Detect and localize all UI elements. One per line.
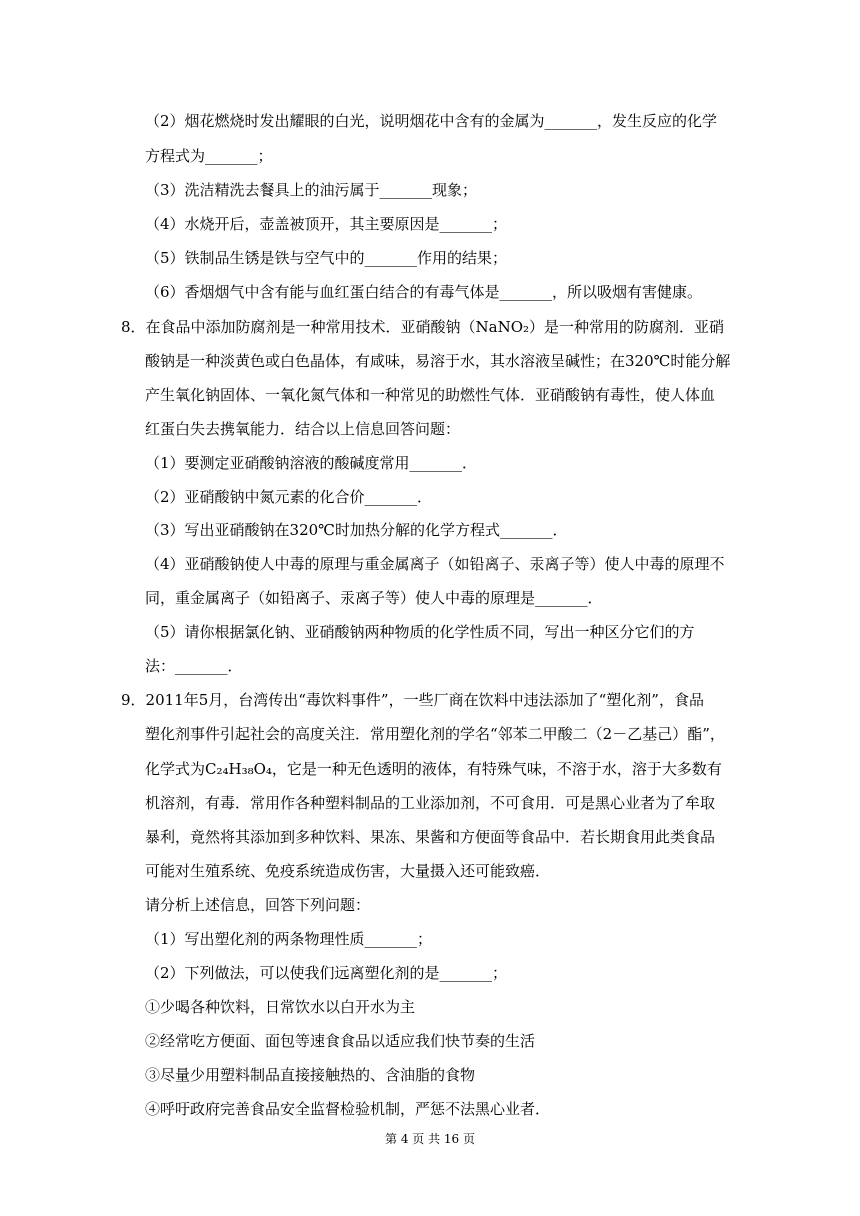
text-line: 产生氧化钠固体、一氧化氮气体和一种常见的助燃性气体．亚硝酸钠有毒性，使人体血 [145, 386, 716, 404]
text-line: 机溶剂，有毒．常用作各种塑料制品的工业添加剂，不可食用．可是黑心业者为了牟取 [145, 794, 716, 812]
text-line: 请分析上述信息，回答下列问题： [145, 896, 371, 914]
option-line: ④呼吁政府完善食品安全监督检验机制，严惩不法黑心业者． [145, 1100, 551, 1118]
option-line: ③尽量少用塑料制品直接接触热的、含油脂的食物 [145, 1066, 476, 1084]
question-8-line: 8．在食品中添加防腐剂是一种常用技术．亚硝酸钠（NaNO₂）是一种常用的防腐剂．亚硝 [121, 318, 725, 336]
text-line: 塑化剂事件引起社会的高度关注．常用塑化剂的学名“邻苯二甲酸二（2－乙基己）酯”， [145, 725, 725, 743]
text-line: 红蛋白失去携氧能力．结合以上信息回答问题： [145, 420, 461, 438]
text-line: （2）下列做法，可以使我们远离塑化剂的是_______； [145, 964, 508, 982]
page-footer: 第 4 页 共 16 页 [385, 1132, 475, 1146]
text-line: （6）香烟烟气中含有能与血红蛋白结合的有毒气体是_______，所以吸烟有害健康。 [145, 283, 703, 301]
text-line: 方程式为_______； [145, 147, 273, 165]
text-line: （1）要测定亚硝酸钠溶液的酸碱度常用_______． [145, 454, 478, 472]
text-line: （5）请你根据氯化钠、亚硝酸钠两种物质的化学性质不同，写出一种区分它们的方 [145, 623, 695, 641]
text-line: （4）水烧开后，壶盖被顶开，其主要原因是_______； [145, 215, 508, 233]
text-line: 法：_______． [145, 657, 243, 675]
text-line: （2）烟花燃烧时发出耀眼的白光，说明烟花中含有的金属为_______，发生反应的化学 [145, 112, 718, 130]
text-line: 酸钠是一种淡黄色或白色晶体，有咸味，易溶于水，其水溶液呈碱性；在320℃时能分解 [145, 352, 731, 370]
text-line: 同，重金属离子（如铅离子、汞离子等）使人中毒的原理是_______． [145, 589, 603, 607]
text-line: 暴利，竟然将其添加到多种饮料、果冻、果酱和方便面等食品中．若长期食用此类食品 [145, 828, 716, 846]
question-9-line: 9．2011年5月，台湾传出“毒饮料事件”，一些厂商在饮料中违法添加了“塑化剂”，食品 [121, 691, 704, 709]
text-line: （3）洗洁精洗去餐具上的油污属于_______现象； [145, 181, 478, 199]
text-line: （3）写出亚硝酸钠在320℃时加热分解的化学方程式_______． [145, 521, 568, 539]
text-line: 可能对生殖系统、免疫系统造成伤害，大量摄入还可能致癌． [145, 862, 551, 880]
option-line: ①少喝各种饮料，日常饮水以白开水为主 [145, 998, 416, 1016]
option-line: ②经常吃方便面、面包等速食食品以适应我们快节奏的生活 [145, 1032, 536, 1050]
text-line: 化学式为C₂₄H₃₈O₄，它是一种无色透明的液体，有特殊气味，不溶于水，溶于大多数有 [145, 760, 722, 778]
text-line: （1）写出塑化剂的两条物理性质_______； [145, 930, 433, 948]
text-line: （4）亚硝酸钠使人中毒的原理与重金属离子（如铅离子、汞离子等）使人中毒的原理不 [145, 555, 725, 573]
text-line: （5）铁制品生锈是铁与空气中的_______作用的结果； [145, 249, 508, 267]
text-line: （2）亚硝酸钠中氮元素的化合价_______． [145, 488, 433, 506]
